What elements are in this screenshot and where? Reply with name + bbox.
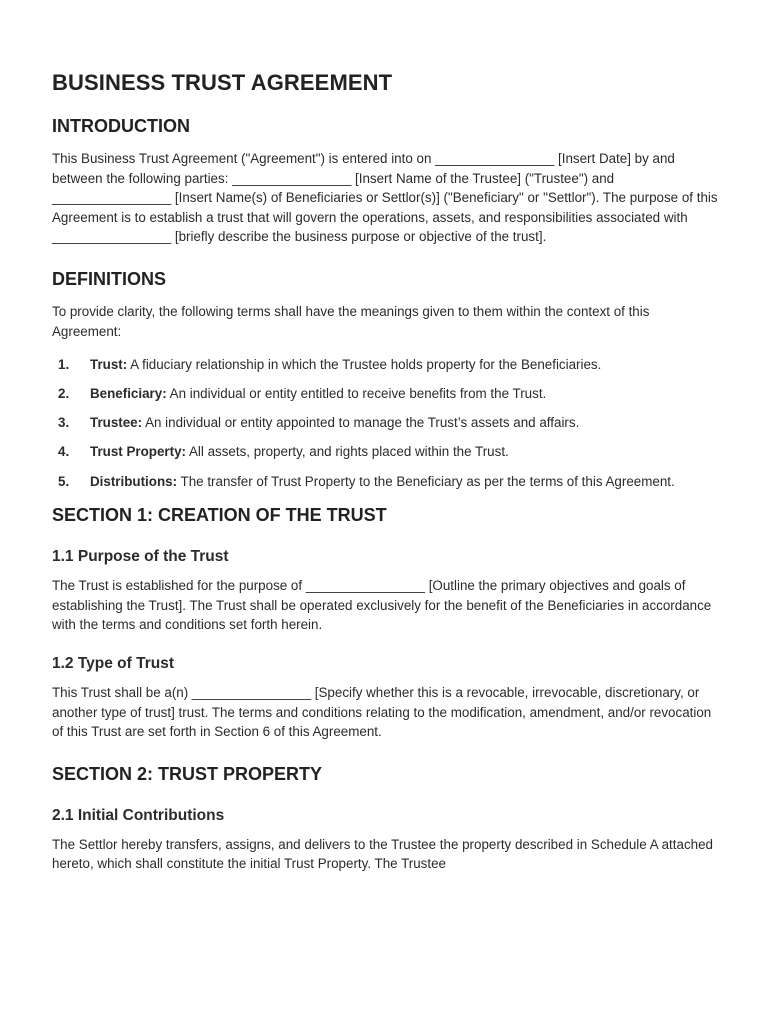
subsection-1-1-paragraph: The Trust is established for the purpose of ________________ [Outline the primary objectives and goals of establishing the Trust]. The Trust shall be operated exclusively for the benefit of the Beneficiaries in accordance with the terms and conditions set forth herein.: [52, 578, 712, 633]
subsection-1-1-heading: 1.1 Purpose of the Trust: [52, 548, 229, 566]
definition-item: [52, 355, 718, 375]
definition-item: [52, 384, 718, 404]
definition-term: Trustee:: [90, 415, 143, 431]
definition-term: Beneficiary:: [90, 386, 167, 402]
section-1-heading: SECTION 1: CREATION OF THE TRUST: [52, 505, 387, 526]
definition-item: [52, 442, 718, 462]
definition-number: 5.: [58, 473, 70, 489]
introduction-section: [52, 116, 718, 247]
definition-text: All assets, property, and rights placed within the Trust.: [185, 444, 509, 460]
definition-text: A fiduciary relationship in which the Trustee holds property for the Beneficiaries.: [127, 357, 602, 373]
definitions-intro: To provide clarity, the following terms shall have the meanings given to them within the context of this Agreement:: [52, 303, 650, 339]
subsection-1-2-heading: 1.2 Type of Trust: [52, 654, 175, 672]
section-2-heading: SECTION 2: TRUST PROPERTY: [52, 763, 323, 784]
definition-term: Trust:: [90, 357, 128, 373]
document-title: BUSINESS TRUST AGREEMENT: [52, 70, 393, 95]
subsection-1-2-paragraph: This Trust shall be a(n) ________________ [Specify whether this is a revocable, irrevocable, discretionary, or another type of trust] trust. The terms and conditions relating to the modification, amendment, and/or revocation of this Trust are set forth in Section 6 of this Agreement.: [52, 684, 712, 740]
subsection-2-1-paragraph: The Settlor hereby transfers, assigns, and delivers to the Trustee the property described in Schedule A attached hereto, which shall constitute the initial Trust Property. The Trustee: [52, 836, 713, 872]
definitions-section: [52, 269, 718, 491]
definitions-list: [52, 355, 718, 491]
definition-term: Trust Property:: [90, 444, 186, 460]
introduction-heading: INTRODUCTION: [52, 116, 190, 136]
definition-number: 1.: [58, 357, 70, 373]
section-2: [52, 764, 718, 874]
introduction-paragraph: This Business Trust Agreement ("Agreement") is entered into on ________________ [Insert Date] by and between the following parties: ________________ [Insert Name of the Trustee] ("Trustee") and ________________ [Insert Name(s) of Beneficiaries or Settlor(s)] ("Beneficiary" or "Settlor"). The purpose of this Agreement is to establish a trust that will govern the operations, assets, and responsibilities associated with ________________ [briefly describe the business purpose or objective of the trust].: [52, 151, 718, 245]
definition-text: An individual or entity entitled to receive benefits from the Trust.: [166, 386, 547, 402]
subsection-2-1-heading: 2.1 Initial Contributions: [52, 806, 225, 824]
definition-number: 2.: [58, 386, 70, 402]
definition-item: [52, 413, 718, 433]
section-1: [52, 505, 718, 742]
definition-text: The transfer of Trust Property to the Beneficiary as per the terms of this Agreement.: [177, 473, 675, 489]
definition-item: [52, 472, 718, 492]
definition-term: Distributions:: [90, 473, 178, 489]
definitions-heading: DEFINITIONS: [52, 268, 167, 289]
definition-number: 4.: [58, 444, 70, 460]
definition-text: An individual or entity appointed to manage the Trust’s assets and affairs.: [142, 415, 580, 431]
definition-number: 3.: [58, 415, 70, 431]
